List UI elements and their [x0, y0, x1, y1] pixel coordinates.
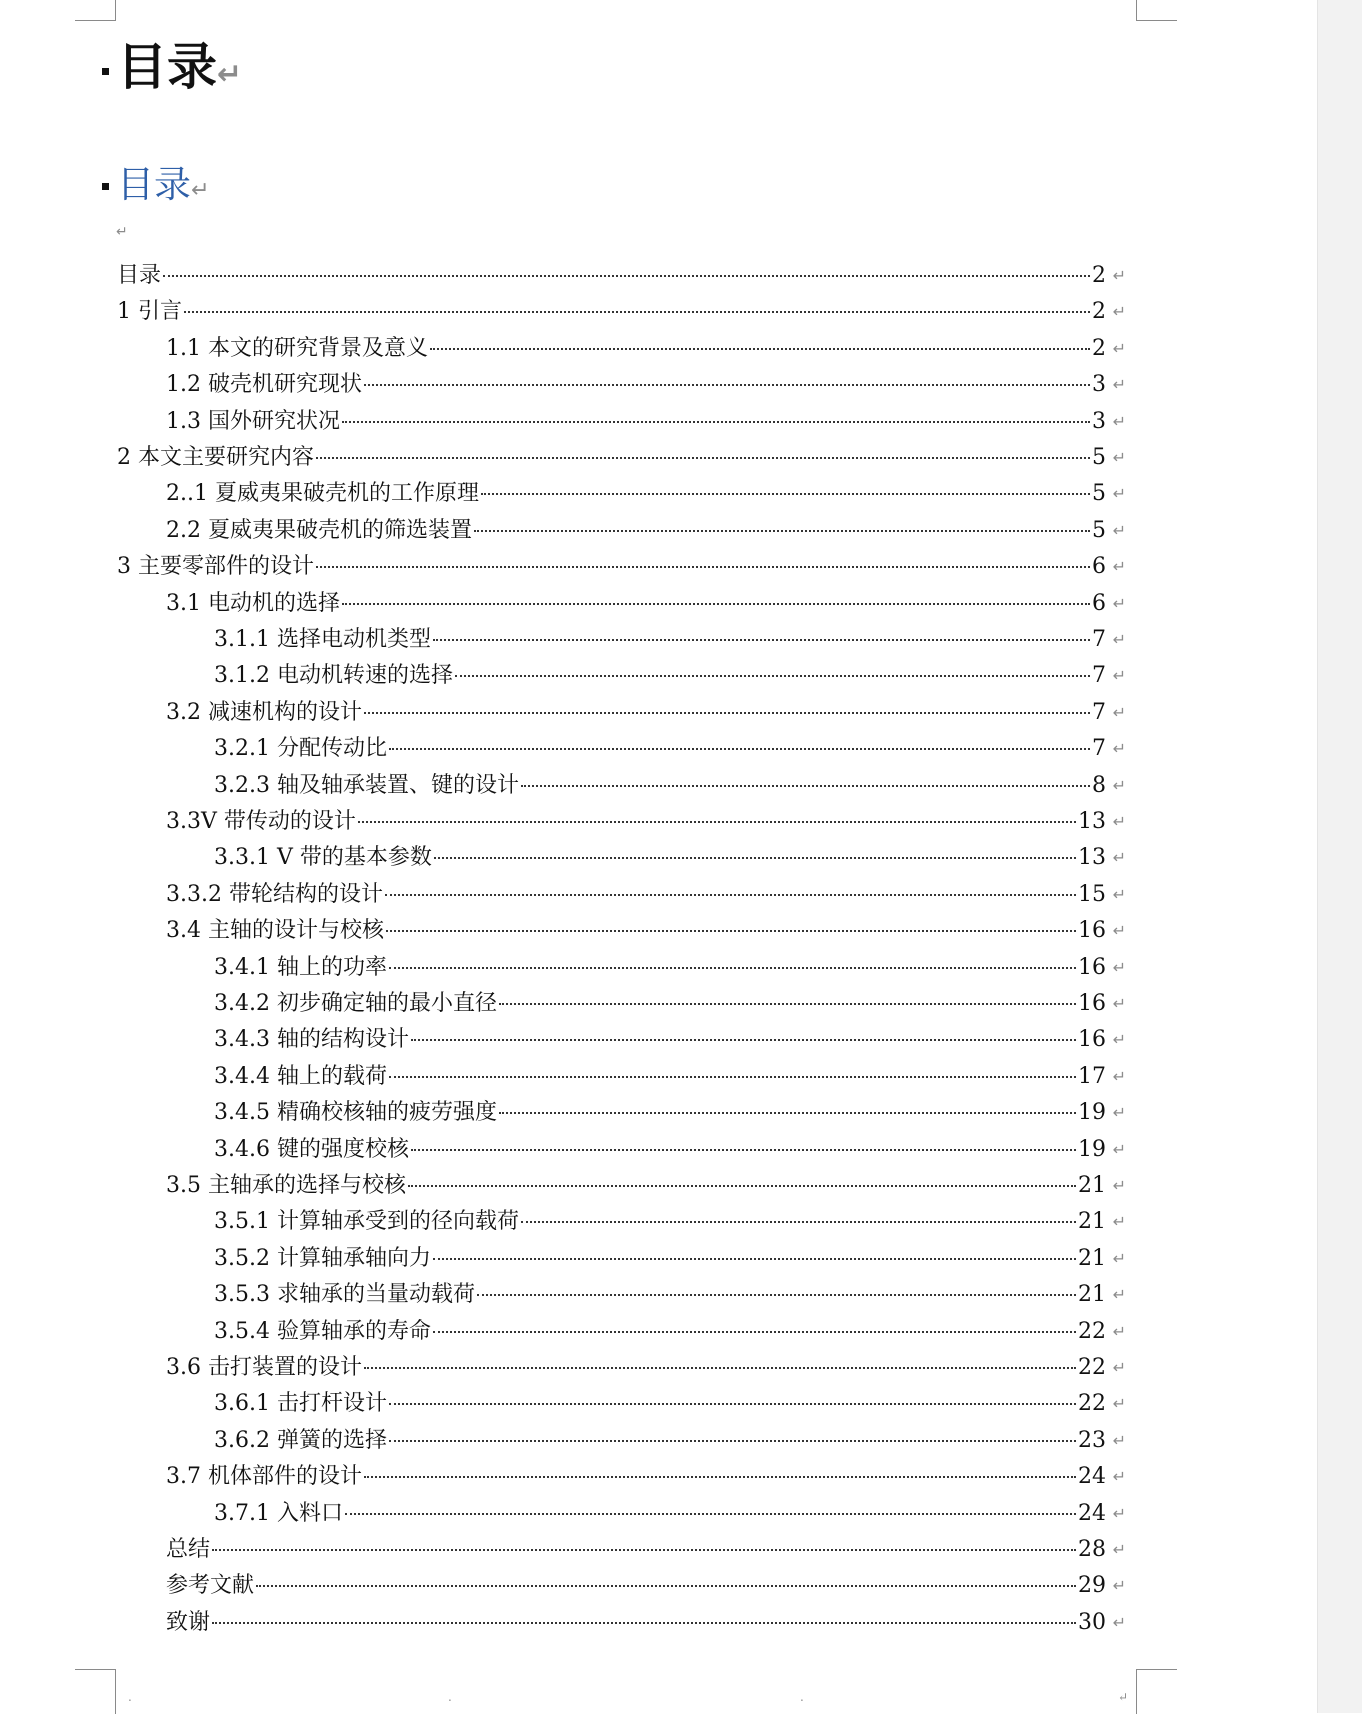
return-mark-icon: ↵ [1112, 1467, 1126, 1487]
return-mark-icon: ↵ [1112, 593, 1126, 613]
toc-dot-leader [358, 821, 1076, 823]
toc-entry-label: 1.3 国外研究状况 [166, 408, 340, 434]
toc-entry[interactable] [117, 258, 1126, 294]
return-mark-icon: ↵ [1112, 520, 1126, 540]
return-mark-icon: ↵ [1112, 1285, 1126, 1305]
return-mark-icon: ↵ [1112, 1139, 1126, 1159]
return-mark-icon: ↵ [1112, 702, 1126, 722]
toc-entry-label: 2 本文主要研究内容 [117, 445, 314, 470]
toc-page-number: 5 [1092, 445, 1106, 470]
crop-mark-top-right [1136, 0, 1177, 21]
toc-dot-leader [386, 930, 1076, 932]
toc-page-number: 2 [1092, 299, 1106, 325]
footer-dot: . [128, 1690, 132, 1704]
toc-dot-leader [499, 1112, 1076, 1114]
toc-entry-label: 3.2.3 轴及轴承装置、键的设计 [214, 772, 519, 798]
toc-page-number: 7 [1092, 736, 1106, 762]
toc-page-number: 22 [1078, 1318, 1106, 1344]
toc-page-number: 17 [1078, 1063, 1106, 1089]
toc-entry-label: 3.7.1 入料口 [214, 1500, 343, 1526]
toc-page-number: 22 [1078, 1355, 1106, 1380]
toc-entry-label: 目录 [117, 263, 162, 288]
paragraph-bullet-icon [102, 183, 109, 190]
footer-dot: . [800, 1690, 804, 1704]
toc-dot-leader [434, 857, 1076, 859]
return-mark-icon: ↵ [1112, 1576, 1126, 1596]
toc-page-number: 16 [1078, 954, 1106, 980]
toc-entry[interactable] [214, 658, 1126, 694]
toc-entry[interactable] [214, 622, 1126, 658]
toc-entry-label: 3.5.4 验算轴承的寿命 [214, 1318, 431, 1344]
return-mark-icon: ↵ [1112, 484, 1126, 504]
return-mark-icon: ↵ [1112, 1430, 1126, 1450]
return-mark-icon: ↵ [1112, 1540, 1126, 1559]
toc-entry-label: 2.2 夏威夷果破壳机的筛选装置 [166, 517, 472, 543]
toc-dot-leader [342, 603, 1090, 605]
toc-entry-label: 3.2 减速机构的设计 [166, 699, 362, 725]
return-mark-icon: ↵ [1112, 1358, 1126, 1377]
return-mark-icon: ↵ [1112, 957, 1126, 977]
toc-dot-leader [389, 748, 1090, 750]
toc-page-number: 13 [1078, 845, 1106, 871]
toc-entry-label: 3.5.3 求轴承的当量动载荷 [214, 1282, 475, 1308]
toc-page-number: 16 [1078, 991, 1106, 1016]
toc-page-number: 3 [1092, 408, 1106, 434]
page-title[interactable] [102, 32, 242, 102]
toc-page-number: 30 [1078, 1609, 1106, 1635]
toc-entry-label: 3.6.2 弹簧的选择 [214, 1427, 387, 1453]
toc-dot-leader [389, 967, 1076, 969]
toc-entry[interactable] [214, 1241, 1126, 1277]
toc-entry-label: 1.2 破壳机研究现状 [166, 372, 362, 398]
toc-entry[interactable] [166, 476, 1126, 512]
toc-entry[interactable] [214, 1386, 1126, 1422]
toc-entry[interactable] [214, 1204, 1126, 1240]
toc-page-number: 24 [1078, 1464, 1106, 1490]
toc-dot-leader [364, 1476, 1076, 1478]
toc-entry-label: 3 主要零部件的设计 [117, 554, 314, 580]
toc-heading-text: 目录 [117, 163, 191, 206]
toc-entry[interactable] [166, 404, 1126, 440]
footer-marks [0, 1690, 1318, 1710]
toc-dot-leader [433, 1331, 1076, 1333]
toc-page-number: 28 [1078, 1537, 1106, 1562]
toc-dot-leader [364, 1367, 1076, 1369]
return-mark-icon: ↵ [1112, 1030, 1126, 1050]
toc-dot-leader [433, 1258, 1076, 1260]
toc-entry-label: 3.4.4 轴上的载荷 [214, 1063, 387, 1089]
toc-entry[interactable] [214, 950, 1126, 986]
toc-dot-leader [389, 1076, 1076, 1078]
toc-dot-leader [163, 275, 1090, 277]
toc-dot-leader [184, 311, 1090, 313]
toc-entry[interactable] [166, 1350, 1126, 1386]
toc-entry[interactable] [214, 1277, 1126, 1313]
toc-dot-leader [430, 348, 1090, 350]
toc-entry-label: 3.1 电动机的选择 [166, 590, 340, 616]
toc-entry-label: 3.4.3 轴的结构设计 [214, 1027, 409, 1053]
toc-dot-leader [256, 1585, 1076, 1587]
toc-dot-leader [212, 1622, 1076, 1624]
toc-entry[interactable] [214, 1022, 1126, 1058]
toc-entry[interactable] [117, 549, 1126, 585]
return-mark-icon: ↵ [1112, 557, 1126, 577]
toc-entry[interactable] [214, 840, 1126, 876]
toc-page-number: 5 [1092, 517, 1106, 543]
toc-dot-leader [385, 894, 1076, 896]
toc-entry-label: 3.6 击打装置的设计 [166, 1355, 362, 1380]
toc-dot-leader [389, 1403, 1076, 1405]
toc-entry[interactable] [166, 1168, 1126, 1204]
toc-entry-label: 参考文献 [166, 1573, 255, 1599]
toc-entry[interactable] [214, 768, 1126, 804]
toc-dot-leader [364, 712, 1090, 714]
toc-entry-label: 3.4.5 精确校核轴的疲劳强度 [214, 1100, 497, 1126]
toc-entry-label: 3.3V 带传动的设计 [166, 809, 356, 834]
return-mark-icon: ↵ [1112, 1394, 1126, 1414]
toc-entry[interactable] [166, 1532, 1126, 1568]
return-mark-icon: ↵ [1112, 1321, 1126, 1341]
toc-page-number: 16 [1078, 1027, 1106, 1053]
toc-entry[interactable] [214, 1496, 1126, 1532]
toc-dot-leader [455, 675, 1090, 677]
return-mark-icon: ↵ [217, 57, 243, 92]
toc-page-number: 7 [1092, 699, 1106, 725]
toc-dot-leader [342, 421, 1090, 423]
toc-entry[interactable] [166, 1459, 1126, 1495]
toc-page-number: 23 [1078, 1427, 1106, 1453]
return-mark-icon: ↵ [1112, 1503, 1126, 1523]
return-mark-icon: ↵ [191, 177, 210, 203]
toc-entry[interactable] [117, 294, 1126, 330]
toc-page-number: 15 [1078, 881, 1106, 907]
toc-entry-label: 3.5.2 计算轴承轴向力 [214, 1245, 431, 1271]
return-mark-icon: ↵ [1112, 921, 1126, 941]
toc-page-number: 2 [1092, 335, 1106, 361]
return-mark-icon: ↵ [1112, 630, 1126, 649]
return-mark-icon: ↵ [1112, 739, 1126, 759]
toc-dot-leader [477, 1294, 1076, 1296]
empty-paragraph-mark: ↵ [116, 224, 128, 240]
toc-entry-label: 3.1.1 选择电动机类型 [214, 627, 431, 652]
toc-entry[interactable] [214, 1314, 1126, 1350]
toc-page-number: 21 [1078, 1282, 1106, 1308]
toc-dot-leader [316, 566, 1090, 568]
return-mark-icon: ↵ [1112, 411, 1126, 431]
return-mark-icon: ↵ [1112, 1212, 1126, 1232]
toc-page-number: 21 [1078, 1209, 1106, 1235]
return-mark-icon: ↵ [1112, 266, 1126, 285]
toc-entry-label: 3.5 主轴承的选择与校核 [166, 1173, 406, 1198]
toc-dot-leader [481, 493, 1090, 495]
toc-entry-label: 2..1 夏威夷果破壳机的工作原理 [166, 481, 479, 507]
toc-page-number: 2 [1092, 263, 1106, 288]
toc-page-number: 6 [1092, 554, 1106, 580]
return-mark-icon: ↵ [1112, 884, 1126, 904]
return-mark-icon: ↵ [1112, 775, 1126, 795]
return-mark-icon: ↵ [1112, 1612, 1126, 1632]
toc-dot-leader [474, 530, 1090, 532]
toc-entry-label: 3.6.1 击打杆设计 [214, 1391, 387, 1417]
toc-entry-label: 总结 [166, 1537, 211, 1562]
return-mark-icon: ↵ [1112, 1248, 1126, 1268]
return-mark-icon: ↵ [1112, 848, 1126, 868]
toc-entry[interactable] [166, 1568, 1126, 1604]
return-mark-icon: ↵ [1112, 994, 1126, 1013]
toc-page-number: 7 [1092, 627, 1106, 652]
vertical-scrollbar[interactable] [1317, 0, 1362, 1713]
toc-page-number: 21 [1078, 1173, 1106, 1198]
toc-page-number: 22 [1078, 1391, 1106, 1417]
toc-entry[interactable] [214, 731, 1126, 767]
return-mark-icon: ↵ [1118, 1690, 1129, 1704]
toc-entry-label: 3.3.2 带轮结构的设计 [166, 881, 383, 907]
toc-heading[interactable] [102, 157, 210, 213]
toc-dot-leader [212, 1549, 1076, 1551]
toc-entry-label: 3.4.6 键的强度校核 [214, 1136, 409, 1162]
return-mark-icon: ↵ [1112, 1103, 1126, 1123]
return-mark-icon: ↵ [1112, 338, 1126, 358]
toc-entry[interactable] [166, 804, 1126, 840]
toc-entry[interactable] [214, 986, 1126, 1022]
toc-page-number: 19 [1078, 1100, 1106, 1126]
toc-entry-label: 3.4.1 轴上的功率 [214, 954, 387, 980]
return-mark-icon: ↵ [1112, 666, 1126, 686]
crop-mark-top-left [75, 0, 116, 21]
toc-dot-leader [521, 785, 1090, 787]
toc-entry[interactable] [166, 331, 1126, 367]
page-title-text: 目录 [117, 37, 217, 96]
toc-entry-label: 3.7 机体部件的设计 [166, 1464, 362, 1490]
toc-page-number: 5 [1092, 481, 1106, 507]
toc-entry[interactable] [166, 877, 1126, 913]
toc-page-number: 29 [1078, 1573, 1106, 1599]
toc-dot-leader [433, 639, 1090, 641]
toc-page-number: 19 [1078, 1136, 1106, 1162]
toc-page-number: 7 [1092, 663, 1106, 689]
toc-dot-leader [411, 1039, 1076, 1041]
toc-entry-label: 3.4 主轴的设计与校核 [166, 918, 384, 944]
toc-dot-leader [389, 1440, 1076, 1442]
toc-page-number: 13 [1078, 809, 1106, 834]
toc-entry[interactable] [166, 1605, 1126, 1641]
toc-dot-leader [521, 1221, 1076, 1223]
toc-entry-label: 3.4.2 初步确定轴的最小直径 [214, 991, 497, 1016]
return-mark-icon: ↵ [1112, 812, 1126, 831]
toc-page-number: 21 [1078, 1245, 1106, 1271]
toc-entry[interactable] [214, 1423, 1126, 1459]
toc-entry-label: 3.5.1 计算轴承受到的径向载荷 [214, 1209, 519, 1235]
footer-dot: . [448, 1690, 452, 1704]
toc-page-number: 3 [1092, 372, 1106, 398]
return-mark-icon: ↵ [1112, 1176, 1126, 1195]
toc-dot-leader [408, 1185, 1076, 1187]
toc-page-number: 8 [1092, 772, 1106, 798]
return-mark-icon: ↵ [1112, 448, 1126, 467]
toc-dot-leader [316, 457, 1090, 459]
toc-entry[interactable] [166, 513, 1126, 549]
toc-entry[interactable] [166, 695, 1126, 731]
toc-dot-leader [364, 384, 1090, 386]
toc-entry[interactable] [214, 1095, 1126, 1131]
return-mark-icon: ↵ [1112, 302, 1126, 322]
toc-page-number: 16 [1078, 918, 1106, 944]
toc-entry-label: 1 引言 [117, 299, 182, 325]
toc-dot-leader [499, 1003, 1076, 1005]
toc-page-number: 24 [1078, 1500, 1106, 1526]
return-mark-icon: ↵ [1112, 375, 1126, 395]
toc-entry-label: 3.2.1 分配传动比 [214, 736, 387, 762]
toc-dot-leader [345, 1513, 1076, 1515]
toc-entry[interactable] [166, 913, 1126, 949]
toc-entry[interactable] [214, 1059, 1126, 1095]
toc-entry[interactable] [166, 367, 1126, 403]
toc-entry-label: 3.3.1 V 带的基本参数 [214, 845, 432, 871]
toc-entry[interactable] [117, 440, 1126, 476]
toc-entry[interactable] [214, 1132, 1126, 1168]
toc-dot-leader [411, 1149, 1076, 1151]
paragraph-bullet-icon [102, 68, 109, 75]
toc-entry-label: 1.1 本文的研究背景及意义 [166, 335, 428, 361]
return-mark-icon: ↵ [1112, 1066, 1126, 1086]
toc-entry-label: 3.1.2 电动机转速的选择 [214, 663, 453, 689]
toc-entry-label: 致谢 [166, 1609, 211, 1635]
toc-page-number: 6 [1092, 590, 1106, 616]
toc-entry[interactable] [166, 586, 1126, 622]
